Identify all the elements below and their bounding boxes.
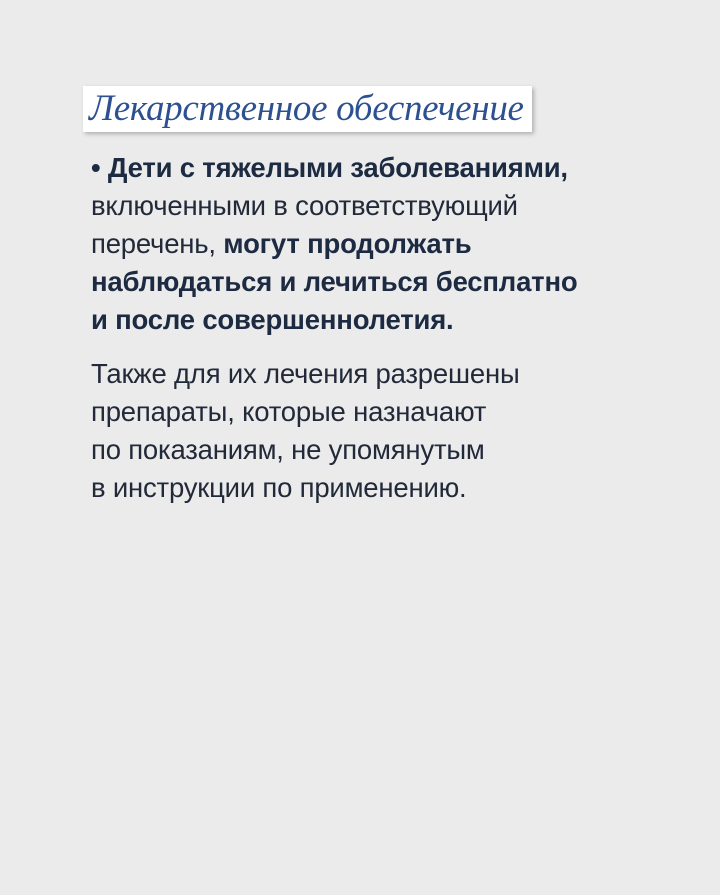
- title-box: [83, 86, 532, 132]
- paragraph-line-2: препараты, которые назначают: [91, 396, 487, 427]
- paragraph-line-4: в инструкции по применению.: [91, 472, 467, 503]
- paragraph-line-3: по показаниям, не упомянутым: [91, 434, 485, 465]
- bullet-marker: •: [91, 152, 101, 183]
- page-title: Лекарственное обеспечение: [89, 88, 524, 129]
- bold-text: Дети с тяжелыми заболеваниями,: [107, 152, 568, 183]
- paragraph-line-5: и после совершеннолетия.: [91, 304, 454, 335]
- paragraph-line-2: включенными в соответствующий: [91, 190, 518, 221]
- paragraph-line-1: [91, 149, 691, 187]
- regular-text: перечень,: [91, 228, 216, 259]
- bold-text: могут продолжать: [223, 228, 472, 259]
- paragraph-line-4: наблюдаться и лечиться бесплатно: [91, 266, 578, 297]
- paragraph-children-medication: [91, 149, 691, 339]
- paragraph-off-label-drugs: [91, 355, 691, 507]
- paragraph-line-1: Также для их лечения разрешены: [91, 358, 520, 389]
- paragraph-line-3: [91, 225, 691, 263]
